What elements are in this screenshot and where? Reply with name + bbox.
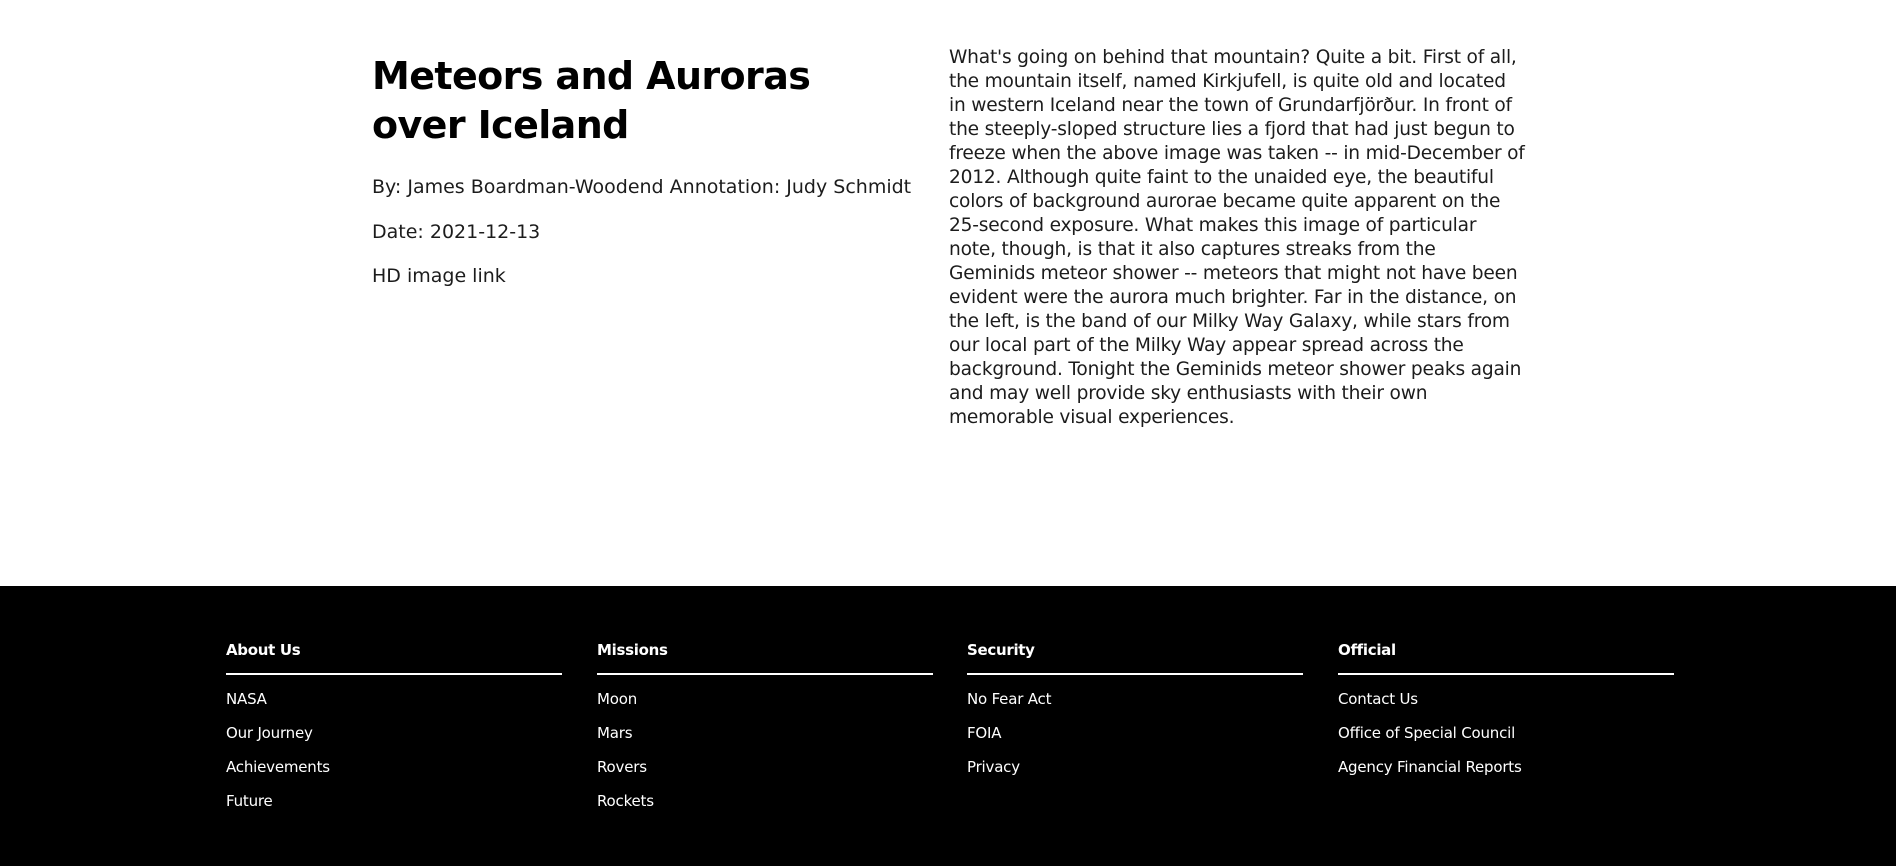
footer-heading-about-us: About Us: [226, 640, 562, 675]
footer-link-nasa[interactable]: NASA: [226, 690, 267, 708]
footer-link-achievements[interactable]: Achievements: [226, 758, 330, 776]
footer-column-missions: [597, 640, 933, 825]
footer-link-mars[interactable]: Mars: [597, 724, 633, 742]
footer-column-security: [967, 640, 1303, 791]
footer-links-official: [1338, 689, 1674, 791]
article-byline: By: James Boardman-Woodend Annotation: Judy Schmidt: [372, 176, 912, 198]
article-meta: [372, 52, 912, 288]
footer-heading-missions: Missions: [597, 640, 933, 675]
footer-links-security: [967, 689, 1303, 791]
footer-link-moon[interactable]: Moon: [597, 690, 638, 708]
footer-heading-security: Security: [967, 640, 1303, 675]
footer-link-our-journey[interactable]: Our Journey: [226, 724, 313, 742]
site-footer: [0, 586, 1896, 866]
footer-heading-official: Official: [1338, 640, 1674, 675]
footer-column-about-us: [226, 640, 562, 825]
footer-links-about-us: [226, 689, 562, 825]
footer-link-foia[interactable]: FOIA: [967, 724, 1002, 742]
footer-column-official: [1338, 640, 1674, 791]
article-explanation: What's going on behind that mountain? Quite a bit. First of all, the mountain itself, named Kirkjufell, is quite old and located in western Iceland near the town of Grundarfjörður. In front of the steeply-sloped structure lies a fjord that had just begun to freeze when the above image was taken -- in mid-December of 2012. Although quite faint to the unaided eye, the beautiful colors of background aurorae became quite apparent on the 25-second exposure. What makes this image of particular note, though, is that it also captures streaks from the Geminids meteor shower -- meteors that might not have been evident were the aurora much brighter. Far in the distance, on the left, is the band of our Milky Way Galaxy, while stars from our local part of the Milky Way appear spread across the background. Tonight the Geminids meteor shower peaks again and may well provide sky enthusiasts with their own memorable visual experiences.: [949, 47, 1525, 428]
footer-link-office-of-special-council[interactable]: Office of Special Council: [1338, 724, 1516, 742]
footer-link-no-fear-act[interactable]: No Fear Act: [967, 690, 1052, 708]
hd-image-link[interactable]: HD image link: [372, 265, 506, 287]
footer-link-privacy[interactable]: Privacy: [967, 758, 1020, 776]
article-title: Meteors and Auroras over Iceland: [372, 54, 811, 147]
article-date: Date: 2021-12-13: [372, 221, 541, 243]
footer-link-future[interactable]: Future: [226, 792, 273, 810]
footer-link-rovers[interactable]: Rovers: [597, 758, 647, 776]
footer-link-agency-financial-reports[interactable]: Agency Financial Reports: [1338, 758, 1522, 776]
footer-links-missions: [597, 689, 933, 825]
footer-link-contact-us[interactable]: Contact Us: [1338, 690, 1418, 708]
footer-link-rockets[interactable]: Rockets: [597, 792, 654, 810]
